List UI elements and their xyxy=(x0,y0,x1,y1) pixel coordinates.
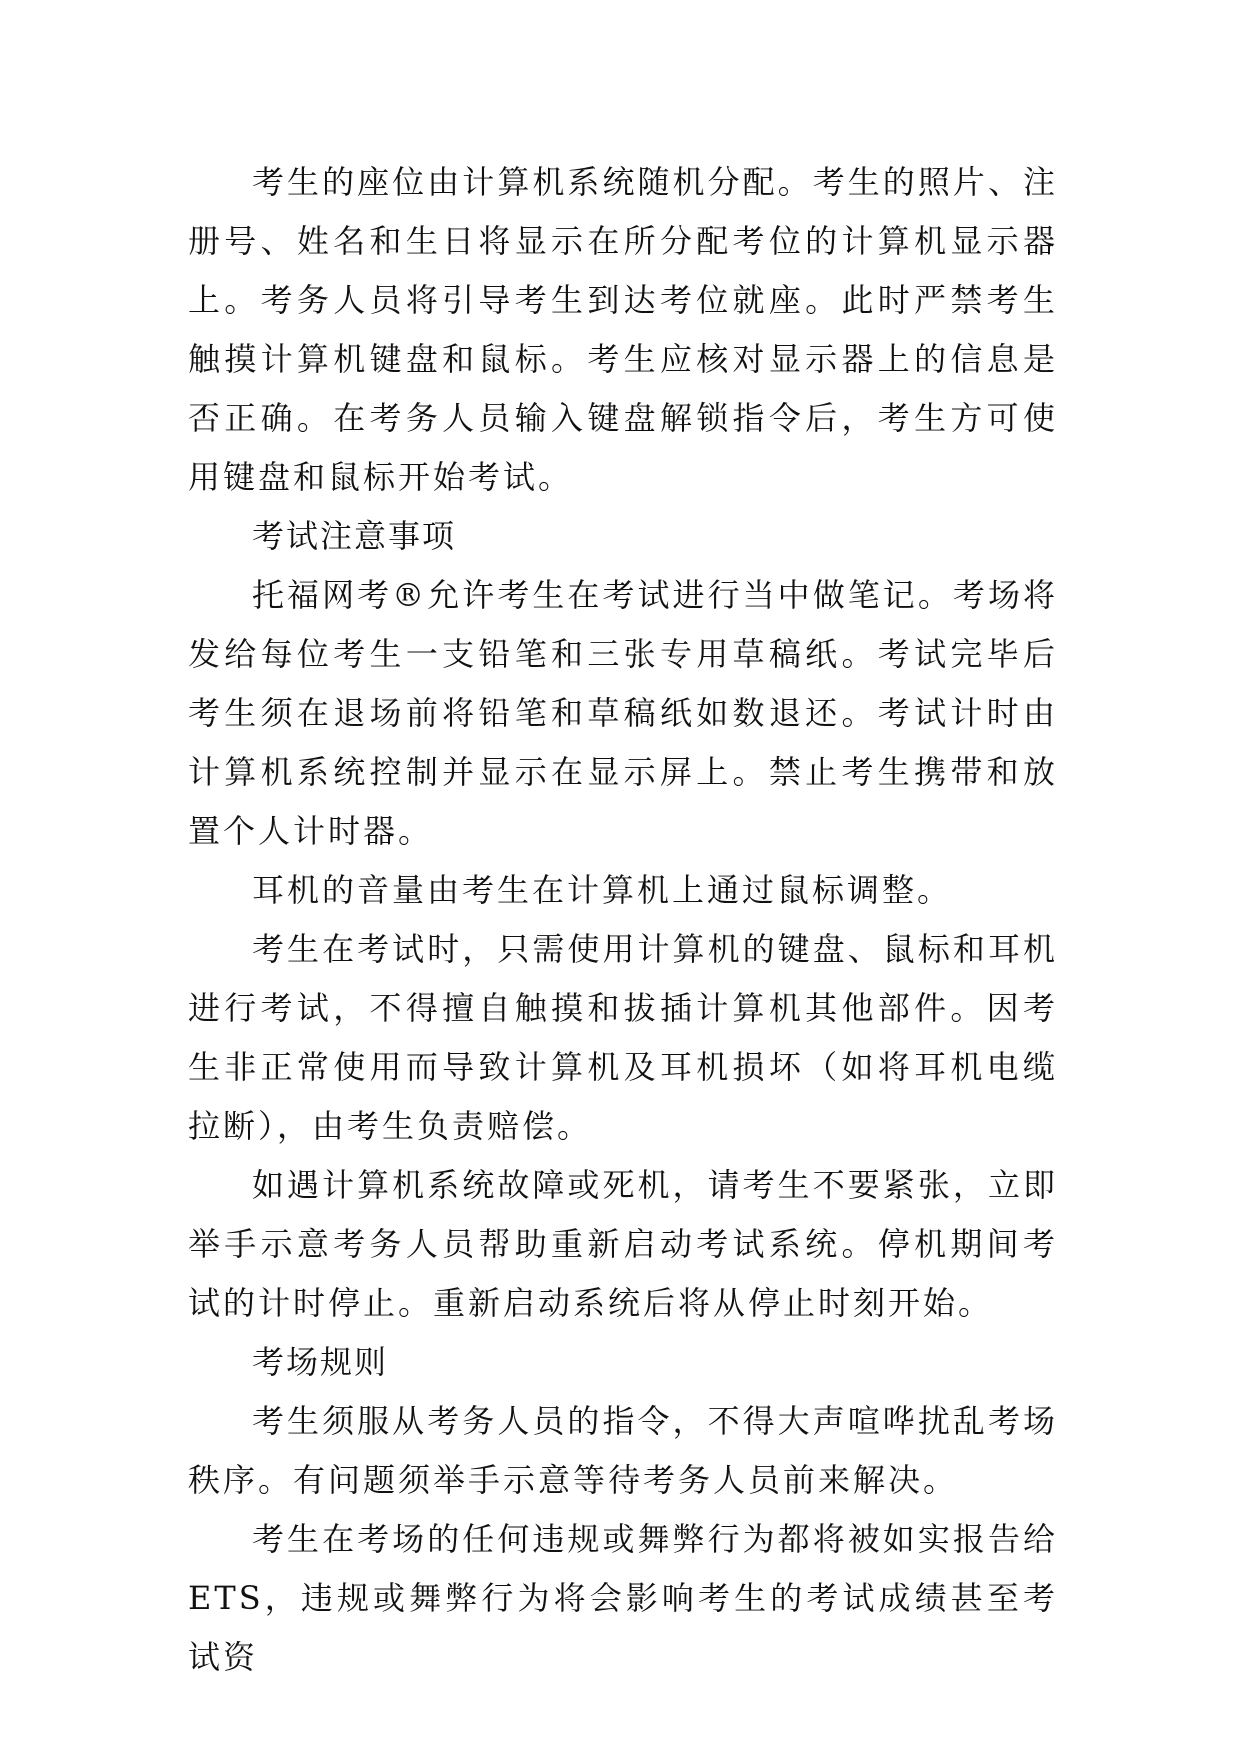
para-equipment-use: 考生在考试时，只需使用计算机的键盘、鼠标和耳机进行考试，不得擅自触摸和拔插计算机其他部件。因考生非正常使用而导致计算机及耳机损坏（如将耳机电缆拉断），由考生负责赔偿。 xyxy=(188,930,1058,1145)
heading-exam-rules: 考场规则 xyxy=(252,1343,389,1381)
para-violations: 考生在考场的任何违规或舞弊行为都将被如实报告给ETS，违规或舞弊行为将会影响考生的考试成绩甚至考试资 xyxy=(188,1520,1058,1676)
para-seat-assignment: 考生的座位由计算机系统随机分配。考生的照片、注册号、姓名和生日将显示在所分配考位的计算机显示器上。考务人员将引导考生到达考位就座。此时严禁考生触摸计算机键盘和鼠标。考生应核对显示器上的信息是否正确。在考务人员输入键盘解锁指令后，考生方可使用键盘和鼠标开始考试。 xyxy=(188,163,1058,496)
heading-exam-notes: 考试注意事项 xyxy=(252,517,457,555)
document-body xyxy=(188,153,1058,1687)
para-follow-instructions: 考生须服从考务人员的指令，不得大声喧哗扰乱考场秩序。有问题须举手示意等待考务人员前来解决。 xyxy=(188,1402,1058,1499)
para-notes-pencil: 托福网考®允许考生在考试进行当中做笔记。考场将发给每位考生一支铅笔和三张专用草稿纸。考试完毕后考生须在退场前将铅笔和草稿纸如数退还。考试计时由计算机系统控制并显示在显示屏上。禁止考生携带和放置个人计时器。 xyxy=(188,576,1058,850)
para-system-failure: 如遇计算机系统故障或死机，请考生不要紧张，立即举手示意考务人员帮助重新启动考试系统。停机期间考试的计时停止。重新启动系统后将从停止时刻开始。 xyxy=(188,1166,1058,1322)
para-headphone-volume: 耳机的音量由考生在计算机上通过鼠标调整。 xyxy=(252,871,953,909)
